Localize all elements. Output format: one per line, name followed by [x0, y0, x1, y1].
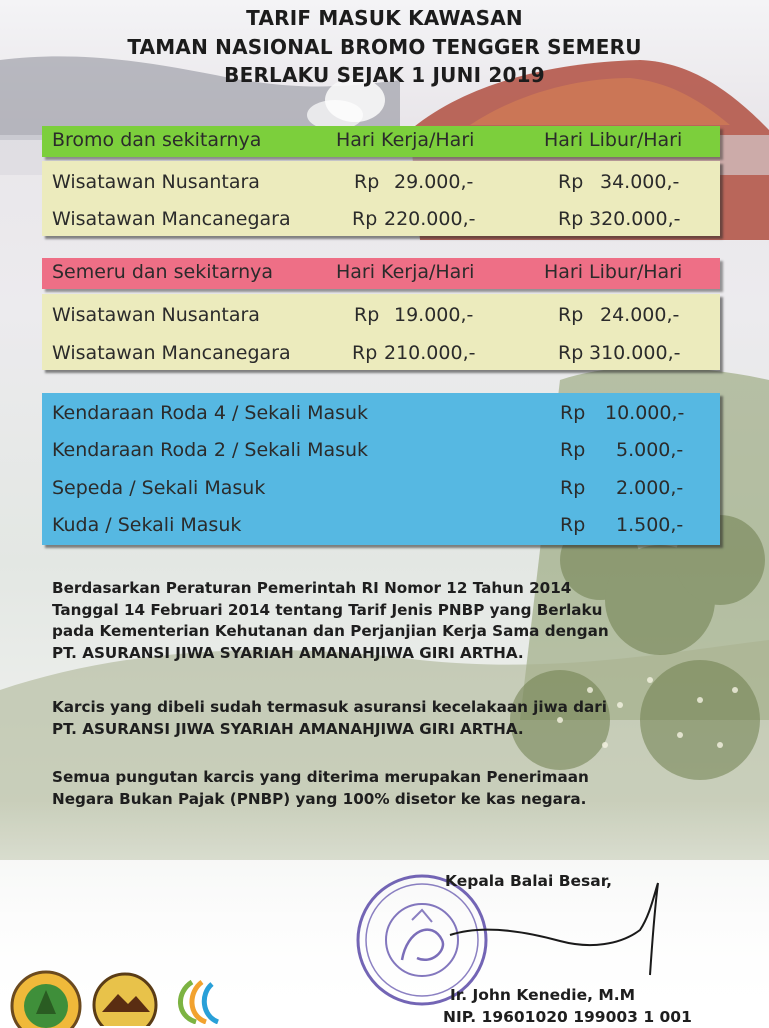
- vehicle-row-3-label: Sepeda / Sekali Masuk: [52, 477, 266, 499]
- title-line-1: TARIF MASUK KAWASAN: [246, 6, 523, 30]
- semeru-col-weekday: Hari Kerja/Hari: [336, 261, 475, 283]
- semeru-header-label: Semeru dan sekitarnya: [52, 261, 273, 283]
- bromo-row-2-holiday: 320.000,-: [589, 208, 681, 230]
- ministry-logo: [8, 968, 84, 1028]
- note-insurance-line-1: Karcis yang dibeli sudah termasuk asuransi kecelakaan jiwa dari: [52, 698, 607, 716]
- bromo-row-1-weekday: 29.000,-: [394, 171, 474, 193]
- semeru-row-1-weekday: 19.000,-: [394, 304, 474, 326]
- bromo-price-table: [42, 161, 720, 236]
- note-regulation-line-4: PT. ASURANSI JIWA SYARIAH AMANAHJIWA GIRI ARTHA.: [52, 643, 524, 662]
- semeru-price-table: [42, 294, 720, 370]
- vehicle-row-4-price: 1.500,-: [616, 514, 684, 536]
- vehicle-row-2-cur: Rp: [560, 439, 586, 461]
- note-pnbp-line-1: Semua pungutan karcis yang diterima merupakan Penerimaan: [52, 768, 589, 786]
- bromo-row-2-weekday: 220.000,-: [384, 208, 476, 230]
- bromo-row-1-holiday: 34.000,-: [600, 171, 680, 193]
- title-line-3: BERLAKU SEJAK 1 JUNI 2019: [224, 63, 545, 87]
- bromo-col-weekday: Hari Kerja/Hari: [336, 129, 475, 151]
- vehicle-row-4-label: Kuda / Sekali Masuk: [52, 514, 242, 536]
- semeru-row-2-cur1: Rp: [352, 342, 378, 364]
- note-regulation: [52, 578, 720, 664]
- note-regulation-line-3: pada Kementerian Kehutanan dan Perjanjian Kerja Sama dengan: [52, 622, 609, 640]
- bromo-header-label: Bromo dan sekitarnya: [52, 129, 262, 151]
- signature-nip: NIP. 19601020 199003 1 001: [443, 1008, 692, 1026]
- semeru-row-2-cur2: Rp: [558, 342, 584, 364]
- bromo-col-holiday: Hari Libur/Hari: [544, 129, 683, 151]
- bromo-row-1-cur2: Rp: [558, 171, 584, 193]
- bromo-row-2-label: Wisatawan Mancanegara: [52, 208, 291, 230]
- handwritten-signature: [440, 875, 670, 985]
- insurance-logo: [172, 972, 240, 1024]
- bromo-row-1-cur1: Rp: [354, 171, 380, 193]
- semeru-row-1-label: Wisatawan Nusantara: [52, 304, 260, 326]
- vehicle-price-table: [42, 393, 720, 545]
- note-insurance: [52, 697, 720, 740]
- bromo-row-2-cur1: Rp: [352, 208, 378, 230]
- note-pnbp-line-2: Negara Bukan Pajak (PNBP) yang 100% disetor ke kas negara.: [52, 789, 587, 808]
- bromo-row-2-cur2: Rp: [558, 208, 584, 230]
- vehicle-row-1-price: 10.000,-: [605, 402, 685, 424]
- title-line-2: TAMAN NASIONAL BROMO TENGGER SEMERU: [127, 35, 642, 59]
- bromo-row-1-label: Wisatawan Nusantara: [52, 171, 260, 193]
- vehicle-row-3-cur: Rp: [560, 477, 586, 499]
- vehicle-row-2-price: 5.000,-: [616, 439, 684, 461]
- semeru-row-2-label: Wisatawan Mancanegara: [52, 342, 291, 364]
- semeru-row-2-weekday: 210.000,-: [384, 342, 476, 364]
- note-pnbp: [52, 767, 720, 810]
- note-insurance-line-2: PT. ASURANSI JIWA SYARIAH AMANAHJIWA GIRI ARTHA.: [52, 719, 524, 738]
- semeru-row-1-holiday: 24.000,-: [600, 304, 680, 326]
- signature-name: Ir. John Kenedie, M.M: [450, 986, 636, 1004]
- vehicle-row-3-price: 2.000,-: [616, 477, 684, 499]
- note-regulation-line-1: Berdasarkan Peraturan Pemerintah RI Nomor 12 Tahun 2014: [52, 579, 572, 597]
- note-regulation-line-2: Tanggal 14 Februari 2014 tentang Tarif Jenis PNBP yang Berlaku: [52, 600, 603, 619]
- vehicle-row-1-cur: Rp: [560, 402, 586, 424]
- signature-position: Kepala Balai Besar,: [445, 872, 612, 890]
- vehicle-row-1-label: Kendaraan Roda 4 / Sekali Masuk: [52, 402, 369, 424]
- semeru-row-1-cur2: Rp: [558, 304, 584, 326]
- semeru-row-2-holiday: 310.000,-: [589, 342, 681, 364]
- vehicle-row-2-label: Kendaraan Roda 2 / Sekali Masuk: [52, 439, 369, 461]
- vehicle-row-4-cur: Rp: [560, 514, 586, 536]
- semeru-row-1-cur1: Rp: [354, 304, 380, 326]
- bromo-header: [42, 126, 720, 157]
- semeru-header: [42, 258, 720, 289]
- national-park-logo: [90, 970, 160, 1026]
- semeru-col-holiday: Hari Libur/Hari: [544, 261, 683, 283]
